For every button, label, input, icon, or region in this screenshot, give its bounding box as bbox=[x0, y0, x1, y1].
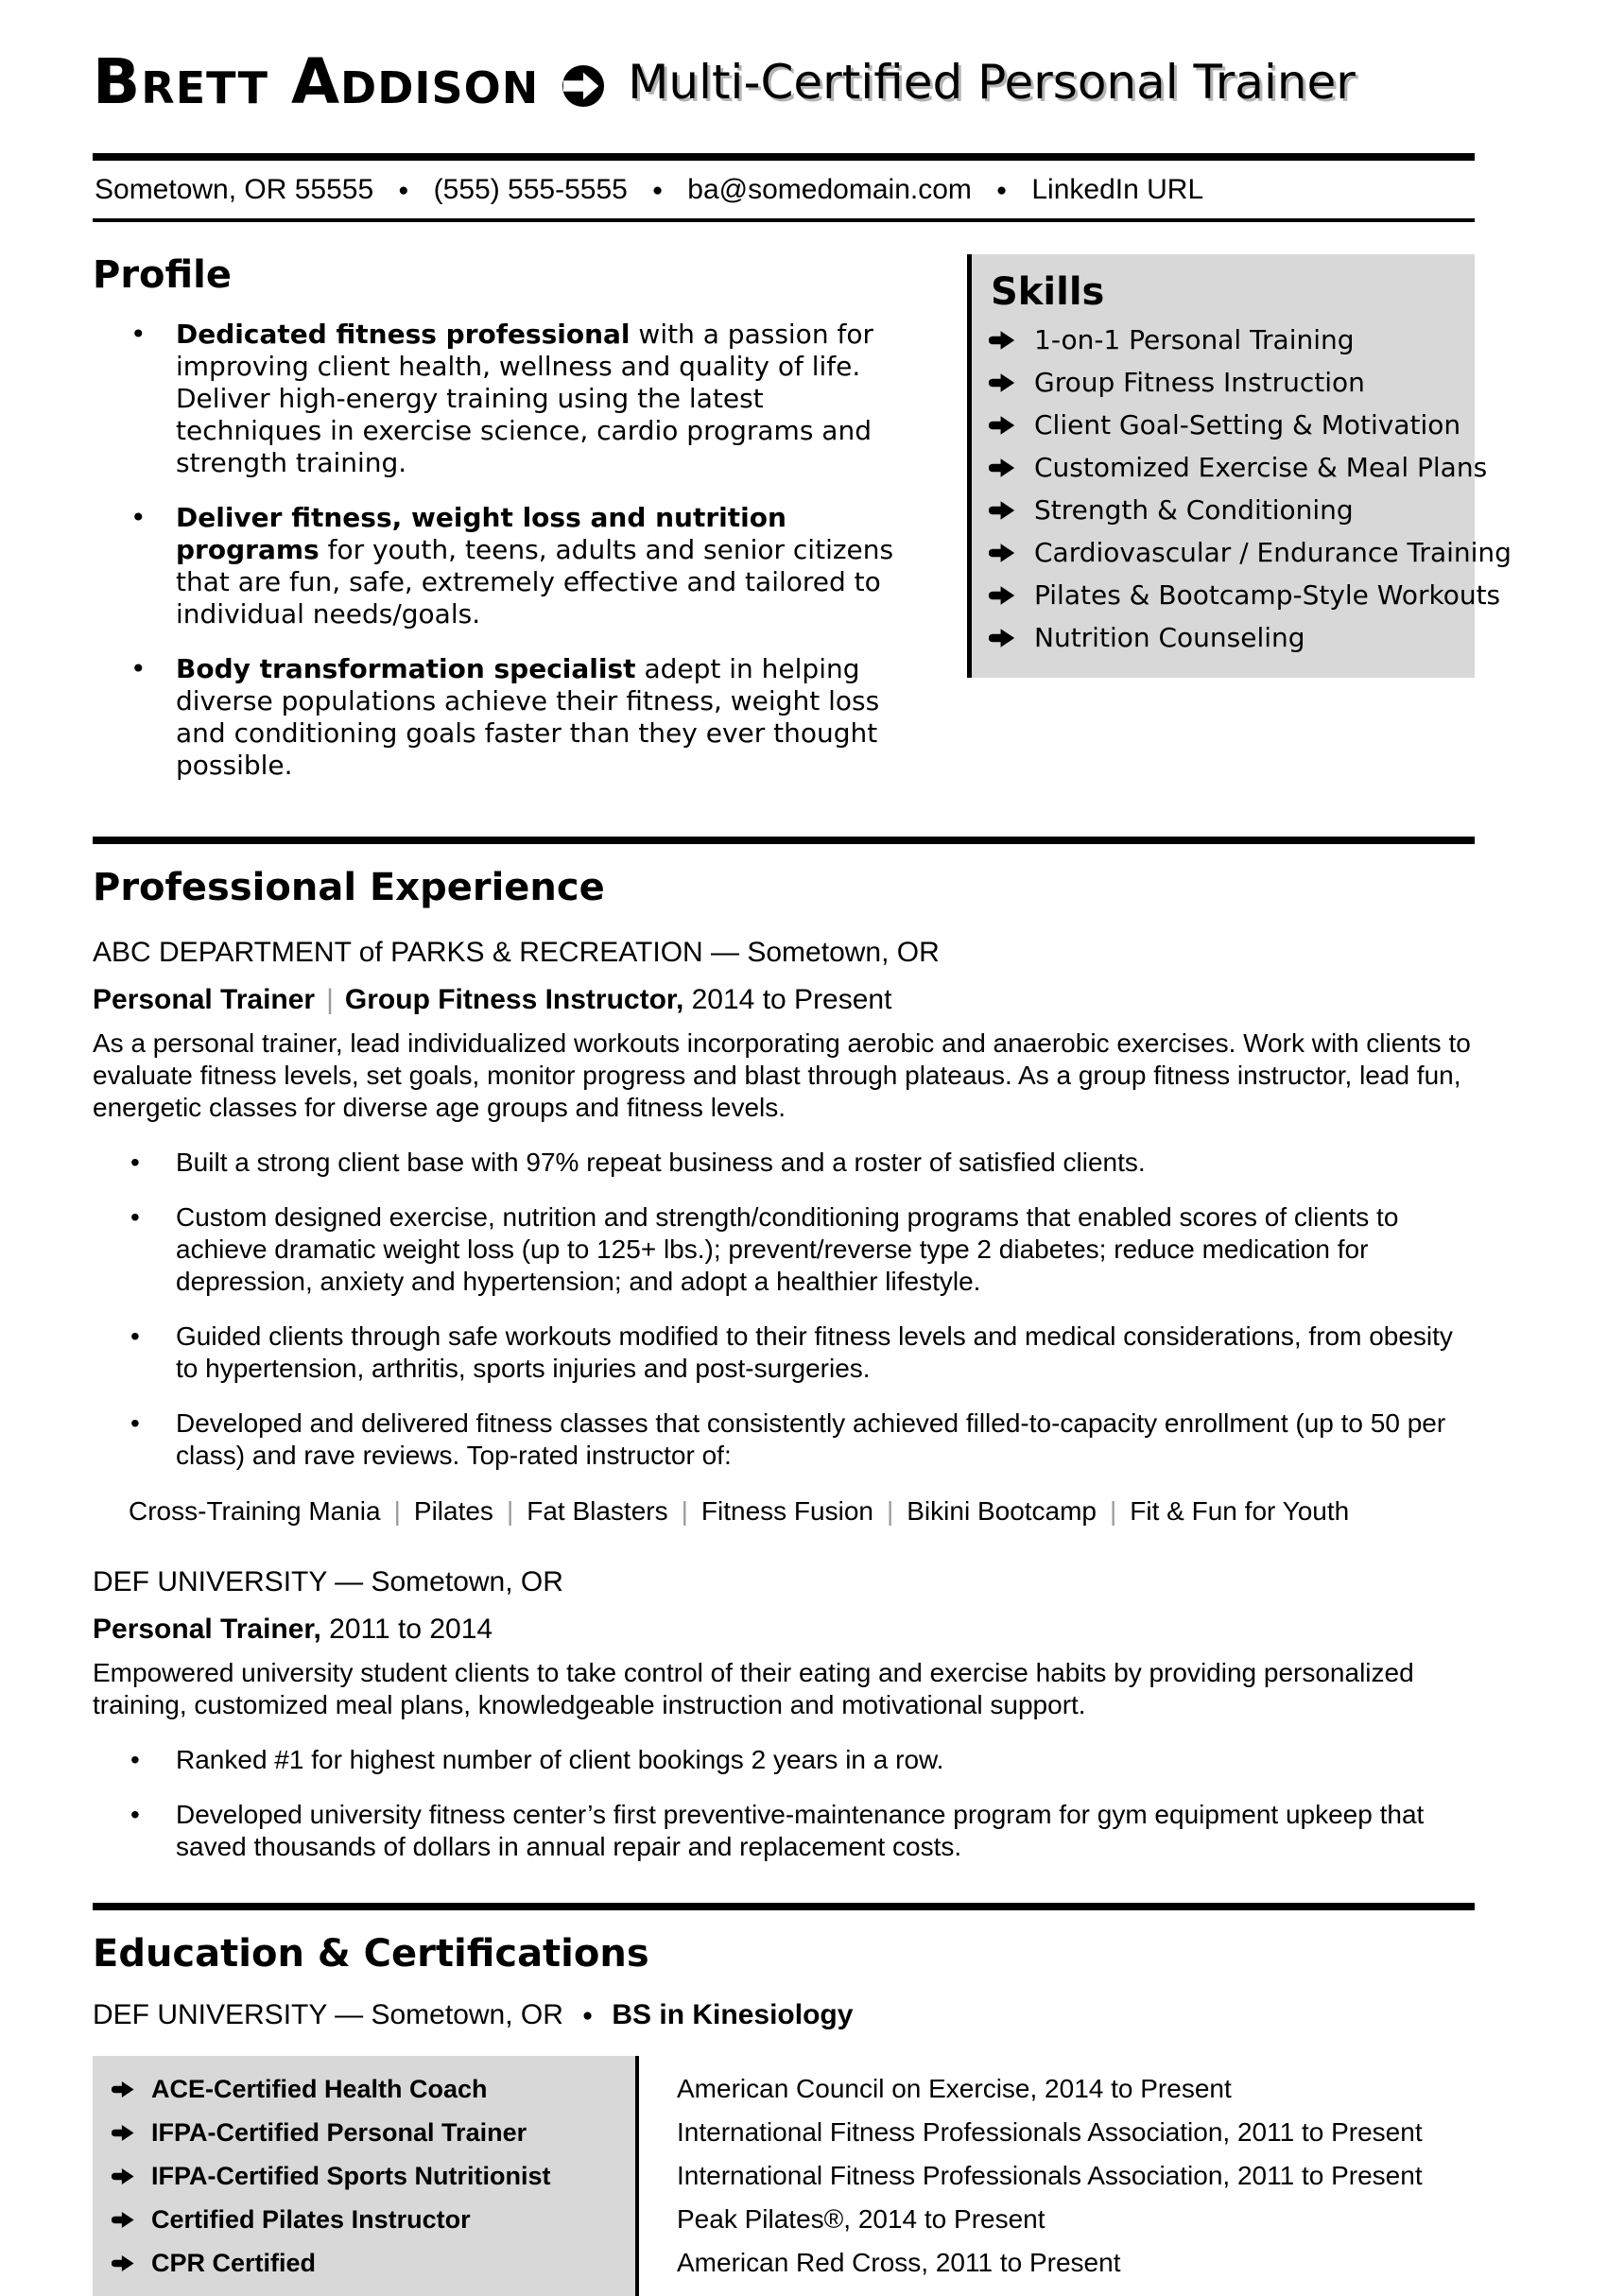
experience-section bbox=[93, 867, 1475, 1863]
bullet-icon: • bbox=[130, 1321, 140, 1351]
school-name: DEF UNIVERSITY — Sometown, OR bbox=[93, 1999, 563, 2030]
class-name: Fitness Fusion bbox=[700, 1496, 873, 1526]
certification-name: IFPA-Certified Personal Trainer bbox=[151, 2117, 527, 2147]
certification-org-row: International Fitness Professionals Association, 2011 to Present bbox=[677, 2117, 1423, 2147]
profile-bullet bbox=[93, 502, 908, 630]
arrow-right-icon bbox=[989, 628, 1017, 648]
certification-name: IFPA-Certified Sports Nutritionist bbox=[151, 2161, 551, 2190]
pipe-separator: | bbox=[681, 1496, 688, 1526]
contact-line bbox=[93, 161, 1475, 218]
bullet-icon: • bbox=[130, 502, 147, 533]
skill-label: Cardiovascular / Endurance Training bbox=[1034, 537, 1512, 568]
experience-bullet bbox=[93, 1407, 1475, 1472]
arrow-right-icon bbox=[112, 2124, 136, 2142]
certification-org-row: American Council on Exercise, 2014 to Present bbox=[677, 2074, 1232, 2103]
certification-orgs-column bbox=[639, 2056, 1423, 2296]
experience-bullet-text: Developed university fitness center’s first preventive-maintenance program for gym equipment upkeep that saved thousands of dollars in annual repair and replacement costs. bbox=[176, 1800, 1425, 1861]
profile-bullet-lead: Deliver fitness, weight loss and nutrition programs bbox=[176, 502, 786, 565]
arrow-right-icon bbox=[989, 585, 1017, 606]
class-name: Pilates bbox=[413, 1496, 493, 1526]
experience-bullet-text: Guided clients through safe workouts modified to their fitness levels and medical considerations, from obesity to hypertension, arthritis, sports injuries and post-surgeries. bbox=[176, 1321, 1453, 1383]
skills-panel bbox=[967, 254, 1512, 678]
experience-bullet-text: Developed and delivered fitness classes that consistently achieved filled-to-capacity enrollment (up to 50 per class) and rave reviews. Top-rated instructor of: bbox=[176, 1408, 1446, 1470]
experience-bullet-text: Built a strong client base with 97% repeat business and a roster of satisfied clients. bbox=[176, 1148, 1146, 1177]
profile-bullet-text: for youth, teens, adults and senior citizens that are fun, safe, extremely effective and tailored to individual needs/goals. bbox=[176, 534, 894, 630]
contact-email: ba@somedomain.com bbox=[687, 174, 972, 205]
skill-label: Group Fitness Instruction bbox=[1034, 367, 1365, 398]
bullet-icon: • bbox=[130, 1202, 140, 1232]
arrow-right-icon bbox=[112, 2211, 136, 2229]
job-dates: 2014 to Present bbox=[691, 984, 892, 1015]
bullet-icon: • bbox=[130, 1148, 140, 1177]
company-line: DEF UNIVERSITY — Sometown, OR bbox=[93, 1566, 563, 1597]
skill-item bbox=[989, 368, 1467, 398]
arrow-right-icon bbox=[989, 330, 1017, 351]
certification-names-panel bbox=[93, 2056, 639, 2296]
profile-bullet-text: adept in helping diverse populations achieve their fitness, weight loss and conditioning goals faster than they ever thought possible. bbox=[176, 653, 880, 781]
skill-item bbox=[989, 623, 1467, 653]
class-name: Fit & Fun for Youth bbox=[1130, 1496, 1350, 1526]
class-name: Fat Blasters bbox=[527, 1496, 668, 1526]
profile-bullet bbox=[93, 653, 908, 782]
skill-item bbox=[989, 452, 1488, 483]
certification-org-row: Peak Pilates®, 2014 to Present bbox=[677, 2204, 1045, 2234]
education-section bbox=[93, 1933, 1475, 2296]
skill-item bbox=[989, 410, 1467, 440]
section-divider-rule bbox=[93, 1903, 1475, 1910]
skill-item bbox=[989, 579, 1501, 611]
job-role: Group Fitness Instructor, bbox=[344, 984, 684, 1015]
job-summary: As a personal trainer, lead individualized workouts incorporating aerobic and anaerobic exercises. Work with clients to evaluate fitness levels, set goals, monitor progress and blast through plateaus. As a group fitness instructor, lead fun, energetic classes for diverse age groups and fitness levels. bbox=[93, 1028, 1471, 1122]
experience-bullet bbox=[93, 1201, 1475, 1298]
pipe-separator: | bbox=[326, 984, 334, 1015]
profile-column bbox=[93, 254, 967, 804]
job-title-line bbox=[93, 1614, 1475, 1646]
class-name: Cross-Training Mania bbox=[129, 1496, 381, 1526]
skill-label: Customized Exercise & Meal Plans bbox=[1034, 452, 1488, 483]
job-summary: Empowered university student clients to take control of their eating and exercise habits by providing personalized training, customized meal plans, knowledgeable instruction and motivational support. bbox=[93, 1658, 1414, 1719]
certification-name-row bbox=[93, 2067, 635, 2111]
pipe-separator: | bbox=[1110, 1496, 1117, 1526]
job-dates: 2011 to 2014 bbox=[329, 1614, 493, 1645]
experience-bullet-text: Ranked #1 for highest number of client bookings 2 years in a row. bbox=[176, 1745, 944, 1774]
header-rule-bottom bbox=[93, 218, 1475, 222]
job-role: Personal Trainer, bbox=[93, 1614, 321, 1645]
circled-arrow-icon bbox=[562, 64, 605, 108]
contact-linkedin: LinkedIn URL bbox=[1031, 174, 1204, 205]
dot-separator-icon: ● bbox=[398, 180, 409, 200]
certification-name: CPR Certified bbox=[151, 2248, 317, 2277]
profile-bullet bbox=[93, 319, 908, 479]
person-job-title: Multi-Certified Personal Trainer bbox=[628, 55, 1356, 110]
skill-label: Client Goal-Setting & Motivation bbox=[1034, 409, 1461, 440]
profile-heading: Profile bbox=[93, 253, 233, 297]
bullet-icon: • bbox=[130, 1800, 140, 1829]
section-divider-rule bbox=[93, 837, 1475, 844]
arrow-right-icon bbox=[989, 372, 1017, 393]
header bbox=[93, 45, 1475, 118]
arrow-right-icon bbox=[989, 457, 1017, 478]
certifications-table bbox=[93, 2056, 1475, 2296]
dot-separator-icon: ● bbox=[651, 180, 664, 200]
experience-bullet bbox=[93, 1799, 1475, 1863]
experience-bullet bbox=[93, 1744, 1475, 1776]
certification-org-row: American Red Cross, 2011 to Present bbox=[677, 2248, 1121, 2277]
bullet-icon: • bbox=[130, 1408, 140, 1438]
class-name: Bikini Bootcamp bbox=[907, 1496, 1097, 1526]
dot-separator-icon: ● bbox=[995, 180, 1008, 200]
job-title-line bbox=[93, 984, 1475, 1016]
experience-bullet bbox=[93, 1321, 1475, 1385]
contact-phone: (555) 555-5555 bbox=[433, 174, 628, 205]
experience-bullet-text: Custom designed exercise, nutrition and strength/conditioning programs that enabled scores of clients to achieve dramatic weight loss (up to 125+ lbs.); prevent/reverse type 2 diabetes; reduce medication for depression, anxiety and hypertension; and adopt a healthier lifestyle. bbox=[176, 1202, 1399, 1296]
certification-name-row bbox=[93, 2241, 635, 2285]
arrow-right-icon bbox=[112, 2254, 136, 2272]
bullet-icon: • bbox=[130, 319, 147, 350]
person-name: Brett Addison bbox=[93, 45, 540, 118]
class-list-line bbox=[129, 1496, 1475, 1527]
profile-bullet-lead: Body transformation specialist bbox=[176, 653, 636, 684]
pipe-separator: | bbox=[393, 1496, 401, 1526]
skill-label: Nutrition Counseling bbox=[1034, 622, 1305, 653]
certification-name-row bbox=[93, 2111, 635, 2154]
skill-item bbox=[989, 495, 1467, 526]
skill-item bbox=[989, 325, 1467, 355]
profile-bullet-text: with a passion for improving client health, wellness and quality of life. Deliver high-energy training using the latest techniques in exercise science, cardio programs and strength training. bbox=[176, 319, 873, 478]
bullet-icon: • bbox=[130, 653, 147, 684]
education-line bbox=[93, 1999, 1475, 2031]
arrow-right-icon bbox=[989, 543, 1017, 563]
certification-name: ACE-Certified Health Coach bbox=[151, 2074, 488, 2103]
arrow-right-icon bbox=[989, 415, 1017, 436]
skill-label: Strength & Conditioning bbox=[1034, 494, 1354, 526]
education-heading: Education & Certifications bbox=[93, 1932, 649, 1976]
certification-org-row: International Fitness Professionals Association, 2011 to Present bbox=[677, 2161, 1423, 2190]
skills-heading: Skills bbox=[991, 270, 1105, 314]
certification-name-row bbox=[93, 2154, 635, 2198]
profile-skills-section bbox=[93, 253, 1512, 804]
job-role: Personal Trainer bbox=[93, 984, 316, 1015]
experience-heading: Professional Experience bbox=[93, 866, 605, 909]
arrow-right-icon bbox=[112, 2167, 136, 2185]
certification-name: Certified Pilates Instructor bbox=[151, 2204, 471, 2234]
pipe-separator: | bbox=[886, 1496, 894, 1526]
contact-location: Sometown, OR 55555 bbox=[95, 174, 374, 205]
profile-bullet-lead: Dedicated fitness professional bbox=[176, 319, 631, 350]
skill-label: Pilates & Bootcamp-Style Workouts bbox=[1034, 579, 1501, 611]
skill-label: 1-on-1 Personal Training bbox=[1034, 324, 1355, 355]
dot-separator-icon: ● bbox=[581, 2005, 594, 2026]
header-rule-top bbox=[93, 153, 1475, 161]
certification-name-row bbox=[93, 2198, 635, 2241]
company-line: ABC DEPARTMENT of PARKS & RECREATION — Sometown, OR bbox=[93, 937, 940, 968]
pipe-separator: | bbox=[506, 1496, 514, 1526]
skill-item bbox=[989, 537, 1512, 568]
degree: BS in Kinesiology bbox=[612, 1999, 854, 2030]
bullet-icon: • bbox=[130, 1745, 140, 1774]
arrow-right-icon bbox=[112, 2080, 136, 2098]
experience-bullet bbox=[93, 1147, 1475, 1179]
arrow-right-icon bbox=[989, 500, 1017, 521]
